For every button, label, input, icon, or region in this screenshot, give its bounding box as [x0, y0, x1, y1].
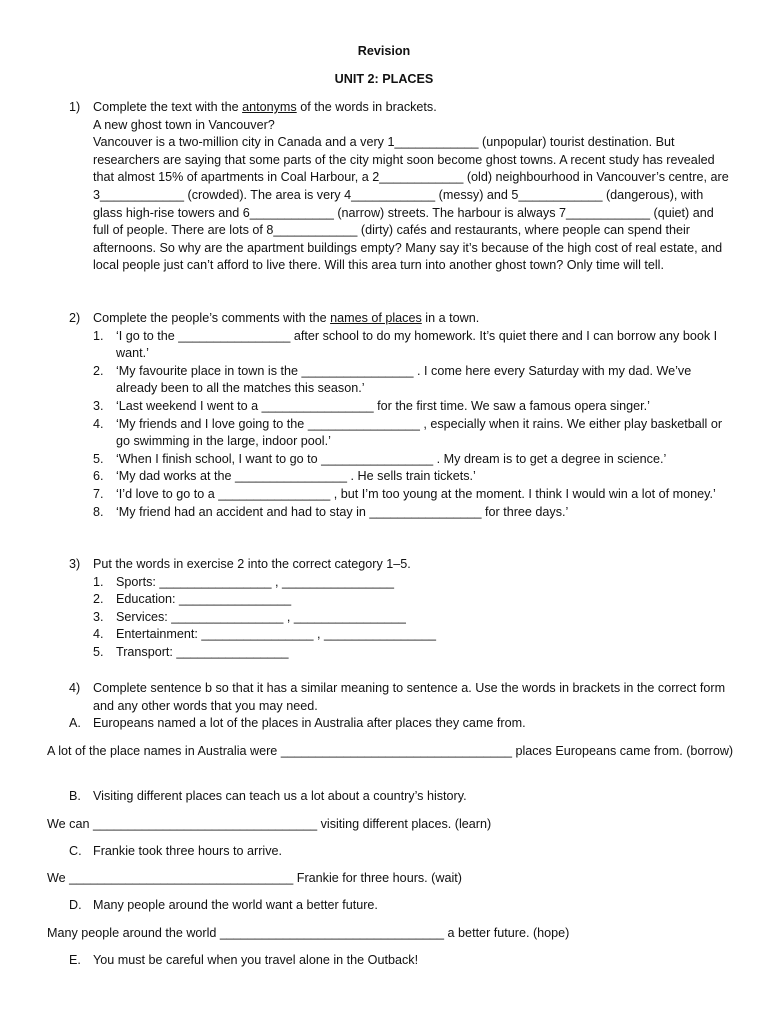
list-item: 4. ‘My friends and I love going to the ________________ , especially when it rains. We either play basketball or go swimming in the large, indoor pool.’: [93, 416, 723, 449]
exercise-1: [69, 99, 729, 275]
sentence-b: A lot of the place names in Australia were _________________________________ places Europeans came from. (borrow): [47, 744, 734, 758]
list-item: 7. ‘I’d love to go to a ________________ , but I’m too young at the moment. I think I would win a lot of money.’: [93, 486, 716, 501]
list-item: 6. ‘My dad works at the ________________ . He sells train tickets.’: [93, 469, 476, 484]
text-subtitle: A new ghost town in Vancouver?: [93, 117, 275, 132]
exercise-2: [69, 310, 729, 521]
list-item: 4. Entertainment: ________________ , ________________: [93, 627, 437, 642]
sentence-b: Many people around the world ________________________________ a better future. (hope): [47, 926, 570, 940]
category-list: [93, 574, 729, 662]
exercise-4: [69, 680, 729, 715]
sentence-b: We ________________________________ Frankie for three hours. (wait): [47, 871, 462, 885]
list-item: 1. ‘I go to the ________________ after school to do my homework. It’s quiet there and I can borrow any book I want.’: [93, 328, 718, 361]
comment-list: [93, 328, 729, 522]
exercise-number: 4): [69, 681, 81, 695]
list-item: 2. ‘My favourite place in town is the ________________ . I come here every Saturday with my dad. We’ve already been to all the matches this season.’: [93, 363, 692, 396]
exercise-number: 2): [69, 311, 81, 325]
list-item: 3. ‘Last weekend I went to a ________________ for the first time. We saw a famous opera singer.’: [93, 398, 650, 413]
exercise-number: 3): [69, 557, 81, 571]
exercise-instruction: Complete the text with the antonyms of the words in brackets.: [93, 100, 437, 114]
list-item: 2. Education: ________________: [93, 592, 292, 607]
exercise-number: 1): [69, 100, 81, 114]
list-item: 5. Transport: ________________: [93, 644, 289, 659]
key-term: names of places: [330, 311, 422, 325]
unit-title: UNIT 2: PLACES: [334, 72, 434, 86]
exercise-instruction: Complete the people’s comments with the names of places in a town.: [93, 311, 480, 325]
list-item: 1. Sports: ________________ , ________________: [93, 574, 395, 589]
reading-text: Vancouver is a two-million city in Canada and a very 1____________ (unpopular) tourist destination. But researchers are saying that some parts of the city might soon become ghost towns. A recent study has revealed that almost 15% of apartments in Coal Harbour, a 2____________ (old) neighbourhood in Vancouver’s centre, are 3____________ (crowded). The area is very 4____________ (messy) and 5____________ (dangerous), with glass high-rise towers and 6____________ (narrow) streets. The harbour is always 7____________ (quiet) and full of people. There are lots of 8____________ (dirty) cafés and restaurants, where people can spend their afternoons. So why are the apartment buildings empty? Many say it’s because of the high cost of real estate, and local people just can’t afford to live there. Will this area turn into another ghost town? Only time will tell.: [93, 135, 729, 273]
exercise-3: [69, 556, 729, 662]
key-term: antonyms: [242, 100, 297, 114]
exercise-instruction: Put the words in exercise 2 into the correct category 1–5.: [93, 557, 411, 571]
list-item: 5. ‘When I finish school, I want to go to ________________ . My dream is to get a degree in science.’: [93, 451, 667, 466]
list-item: 8. ‘My friend had an accident and had to stay in ________________ for three days.’: [93, 504, 569, 519]
sentence-b: We can ________________________________ visiting different places. (learn): [47, 817, 492, 831]
list-item: 3. Services: ________________ , ________________: [93, 609, 406, 624]
worksheet-page: Revision UNIT 2: PLACES 1) Complete the text with the antonyms of the words in brackets. A new ghost town in Vancouver? Vancouver is a two-million city in Canada and a very 1____________ (unpopular) tourist destination. But researchers are saying that some parts of the city might soon become ghost towns. A recent study has revealed that almost 15% of apartments in Coal Harbour, a 2____________ (old) neighbourhood in Vancouver’s centre, are 3____________ (crowded). The area is very 4____________ (messy) and 5____________ (dangerous), with glass high-rise towers and 6____________ (narrow) streets. The harbour is always 7____________ (quiet) and full of people. There are lots of 8____________ (dirty) cafés and restaurants, where people can spend their afternoons. So why are the apartment buildings empty? Many say it’s because of the high cost of real estate, and local people just can’t afford to live there. Will this area turn into another ghost town? Only time will tell. 2) Complete the people’s comments with the names of places in a town. 1. ‘I go to the ________________ after school to do my homework. It’s quiet there and I can borrow any book I want.’ 2. ‘My favourite place in town is the ________________ . I come here every Saturday with my dad. We’ve already been to all the matches this season.’ 3. ‘Last weekend I went to a ________________ for the first time. We saw a famous opera singer.’ 4. ‘My friends and I love going to the ________________ , especially when it rains. We either play basketball or go swimming in the large, indoor pool.’ 5. ‘When I finish school, I want to go to ________________ . My dream is to get a degree in science.’ 6. ‘My dad works at the ________________ . He sells train tickets.’ 7. ‘I’d love to go to a ________________ , but I’m too young at the moment. I think I would win a lot of money.’ 8. ‘My friend had an accident and had to stay in ________________ for three days.’ 3) Put the words in exercise 2 into the correct category 1–5. 1. Sports: ________________ , ________________ 2. Education: ________________ 3. Services: ________________ , ________________ 4. Entertainment: ________________ , ________________ 5. Transport: ________________ 4) Complete sentence b so that it has a similar meaning to sentence a. Use the words in brackets in the correct form and any other words that you may need. A. Europeans named a lot of the places in Australia after places they came from. A lot of the place names in Australia were _________________________________ places Europeans came from. (borrow) B. Visiting different places can teach us a lot about a country’s history. We can ________________________________ visiting different places. (learn) C. Frankie took three hours to arrive. We ________________________________ Frankie for three hours. (wait) D. Many people around the world want a better future. Many people around the world ________________________________ a better future. (hope) E. You must be careful when you travel alone in the Outback!: [0, 0, 768, 1024]
page-title: Revision: [357, 44, 411, 58]
exercise-instruction: Complete sentence b so that it has a similar meaning to sentence a. Use the words in brackets in the correct form and any other words that you may need.: [93, 681, 726, 713]
